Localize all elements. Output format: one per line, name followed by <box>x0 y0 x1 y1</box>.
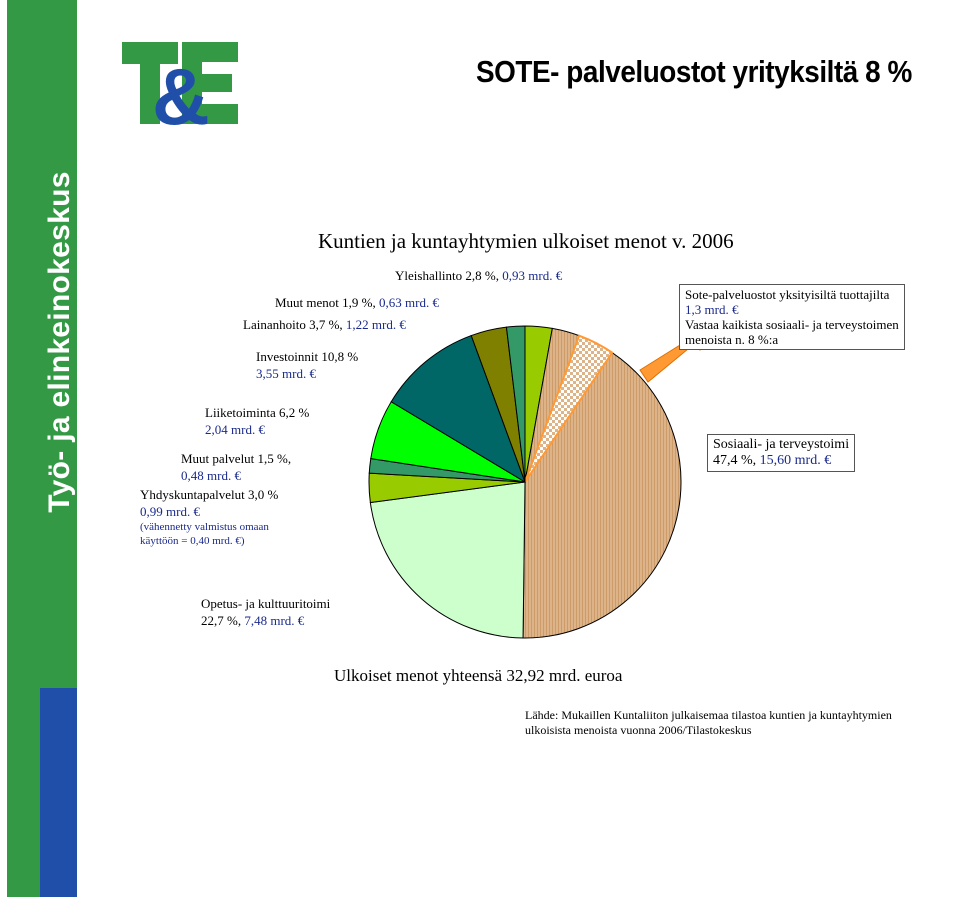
label-yhdyskuntapalvelut: Yhdyskuntapalvelut 3,0 % 0,99 mrd. € (vähennetty valmistus omaan käyttöön = 0,40 mrd. €) <box>140 487 279 547</box>
sosiaali-callout-box: Sosiaali- ja terveystoimi 47,4 %, 15,60 mrd. € <box>707 434 855 472</box>
sidebar-text-label: Työ- ja elinkeinokeskus <box>43 171 76 513</box>
logo-ampersand: & <box>152 52 210 126</box>
label-investoinnit: Investoinnit 10,8 % 3,55 mrd. € <box>256 349 359 381</box>
label-opetus: Opetus- ja kulttuuritoimi 22,7 %, 7,48 mrd. € <box>201 596 331 628</box>
label-muut-palvelut: Muut palvelut 1,5 %, 0,48 mrd. € <box>181 451 292 483</box>
sote-callout-box: Sote-palveluostot yksityisiltä tuottajilta 1,3 mrd. € Vastaa kaikista sosiaali- ja terveystoimen menoista n. 8 %:a <box>679 284 905 350</box>
pie-slice-opetus-ja-kulttuuritoimi <box>370 482 525 638</box>
page-title: SOTE- palveluostot yrityksiltä 8 % <box>476 54 912 89</box>
source-note: Lähde: Mukaillen Kuntaliiton julkaisemaa tilastoa kuntien ja kuntayhtymien ulkoisista menoista vuonna 2006/Tilastokeskus <box>525 708 892 737</box>
total-label: Ulkoiset menot yhteensä 32,92 mrd. euroa <box>334 666 623 685</box>
label-liiketoiminta: Liiketoiminta 6,2 % 2,04 mrd. € <box>205 405 310 437</box>
label-muut-menot: Muut menot 1,9 %, 0,63 mrd. € <box>275 295 439 310</box>
chart-title: Kuntien ja kuntayhtymien ulkoiset menot v. 2006 <box>318 229 734 253</box>
label-lainanhoito: Lainanhoito 3,7 %, 1,22 mrd. € <box>243 317 406 332</box>
label-yleishallinto: Yleishallinto 2,8 %, 0,93 mrd. € <box>395 268 563 283</box>
